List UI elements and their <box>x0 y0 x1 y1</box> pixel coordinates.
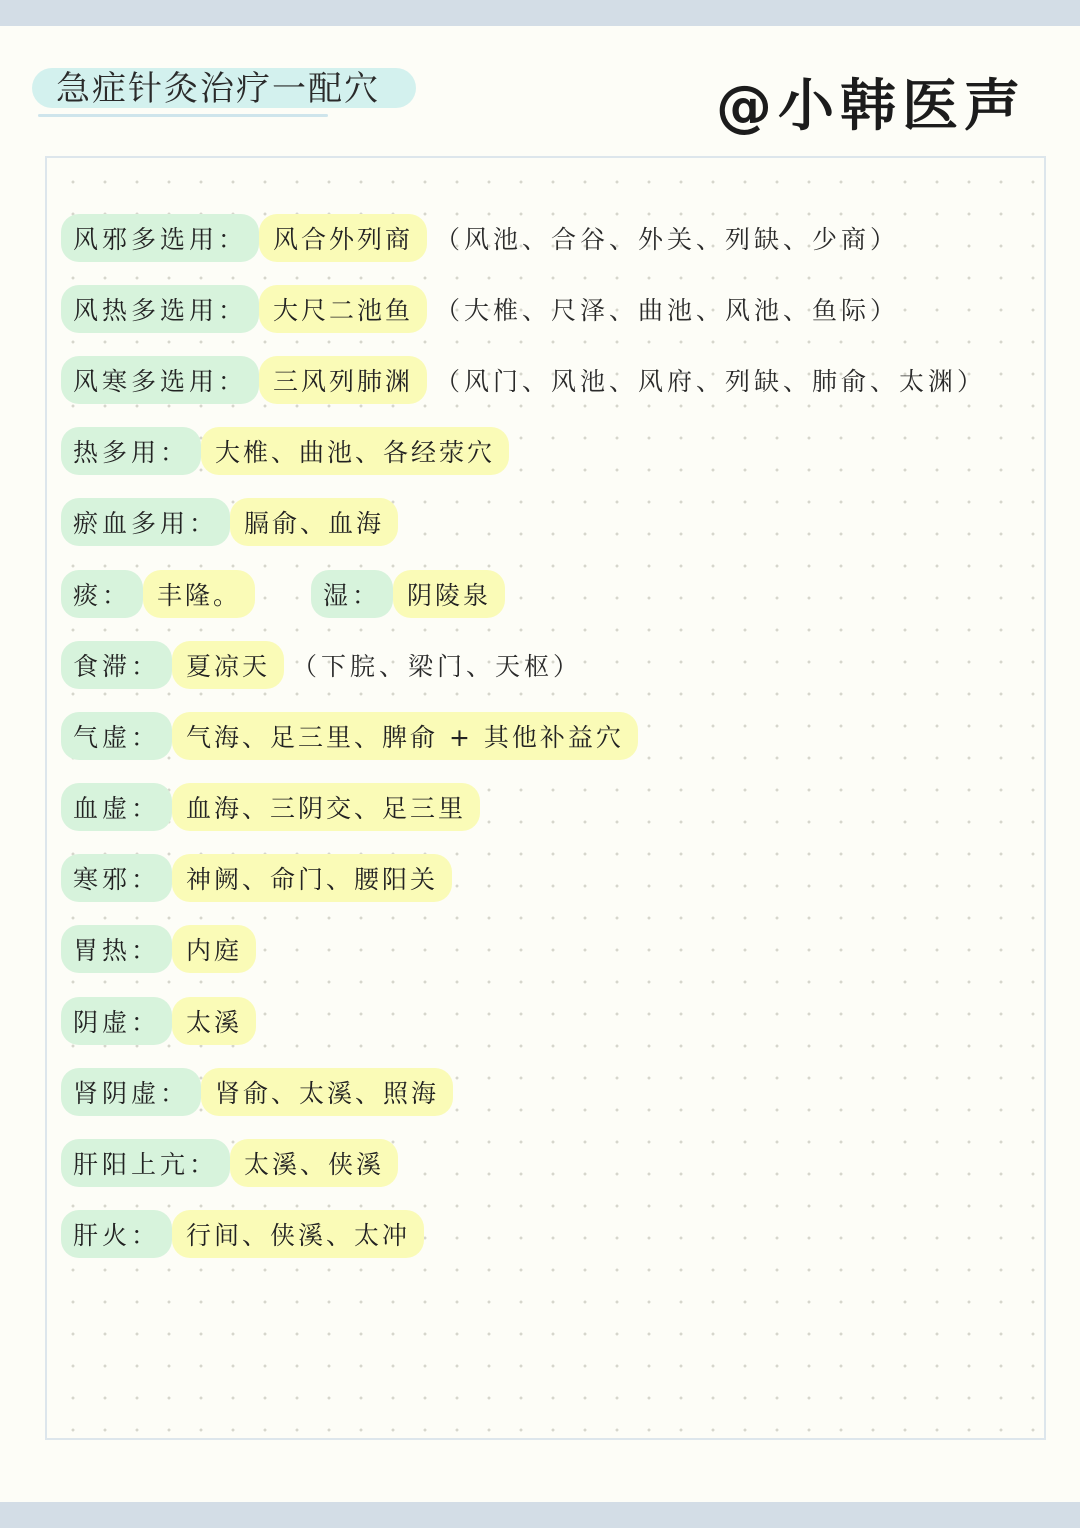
acupoint-list-text: 气海、足三里、脾俞 + 其他补益穴 <box>172 712 638 760</box>
acupoint-note: （大椎、尺泽、曲池、风池、鱼际） <box>435 295 900 325</box>
list-item <box>61 558 986 629</box>
syndrome-label: 瘀血多用： <box>61 498 230 546</box>
acupoint-list-text: 内庭 <box>172 925 256 973</box>
syndrome-label: 肝阳上亢： <box>61 1139 230 1187</box>
list-item <box>61 629 986 700</box>
acupoint-list-text: 太溪 <box>172 997 256 1045</box>
syndrome-label: 风寒多选用： <box>61 356 259 404</box>
page-title: 急症针灸治疗一配穴 <box>56 69 380 109</box>
list-item <box>61 843 986 914</box>
syndrome-label: 气虚： <box>61 712 172 760</box>
list-item <box>61 1199 986 1270</box>
acupoint-mnemonic: 风合外列商 <box>259 214 427 262</box>
author-handle: @小韩医声 <box>716 74 1026 139</box>
acupoint-list-text: 行间、侠溪、太冲 <box>172 1210 424 1258</box>
dot-grid-board <box>45 156 1046 1440</box>
list-item <box>61 202 986 273</box>
acupoint-list-text: 阴陵泉 <box>393 570 505 618</box>
acupoint-mnemonic: 大尺二池鱼 <box>259 285 427 333</box>
acupoint-list-text: 大椎、曲池、各经荥穴 <box>201 427 509 475</box>
syndrome-label: 湿： <box>311 570 393 618</box>
acupoint-note: （下脘、梁门、天枢） <box>292 651 583 681</box>
syndrome-label: 风邪多选用： <box>61 214 259 262</box>
list-item <box>61 985 986 1056</box>
list-item <box>61 914 986 985</box>
acupoint-note: （风池、合谷、外关、列缺、少商） <box>435 224 900 254</box>
list-item <box>61 772 986 843</box>
list-item <box>61 416 986 487</box>
title-underline <box>38 114 328 117</box>
syndrome-label: 食滞： <box>61 641 172 689</box>
syndrome-label: 风热多选用： <box>61 285 259 333</box>
acupoint-list-text: 血海、三阴交、足三里 <box>172 783 480 831</box>
list-item <box>61 1056 986 1127</box>
syndrome-label: 肝火： <box>61 1210 172 1258</box>
acupoint-list-text: 神阙、命门、腰阳关 <box>172 854 452 902</box>
acupoint-mnemonic: 夏凉天 <box>172 641 284 689</box>
acupoint-list-text: 丰隆。 <box>143 570 255 618</box>
syndrome-label: 阴虚： <box>61 997 172 1045</box>
syndrome-label: 痰： <box>61 570 143 618</box>
acupoint-list-text: 肾俞、太溪、照海 <box>201 1068 453 1116</box>
syndrome-label: 寒邪： <box>61 854 172 902</box>
list-item <box>61 700 986 771</box>
title-block <box>32 66 380 112</box>
list-item <box>61 273 986 344</box>
syndrome-label: 肾阴虚： <box>61 1068 201 1116</box>
acupoint-note: （风门、风池、风府、列缺、肺俞、太渊） <box>435 366 987 396</box>
list-item <box>61 1127 986 1198</box>
acupoint-mnemonic: 三风列肺渊 <box>259 356 427 404</box>
syndrome-label: 热多用： <box>61 427 201 475</box>
syndrome-label: 胃热： <box>61 925 172 973</box>
syndrome-label: 血虚： <box>61 783 172 831</box>
acupoint-list-text: 膈俞、血海 <box>230 498 398 546</box>
acupoint-list-text: 太溪、侠溪 <box>230 1139 398 1187</box>
acupoint-list <box>61 202 986 1270</box>
list-item <box>61 344 986 415</box>
note-sheet <box>0 26 1080 1502</box>
list-item <box>61 487 986 558</box>
